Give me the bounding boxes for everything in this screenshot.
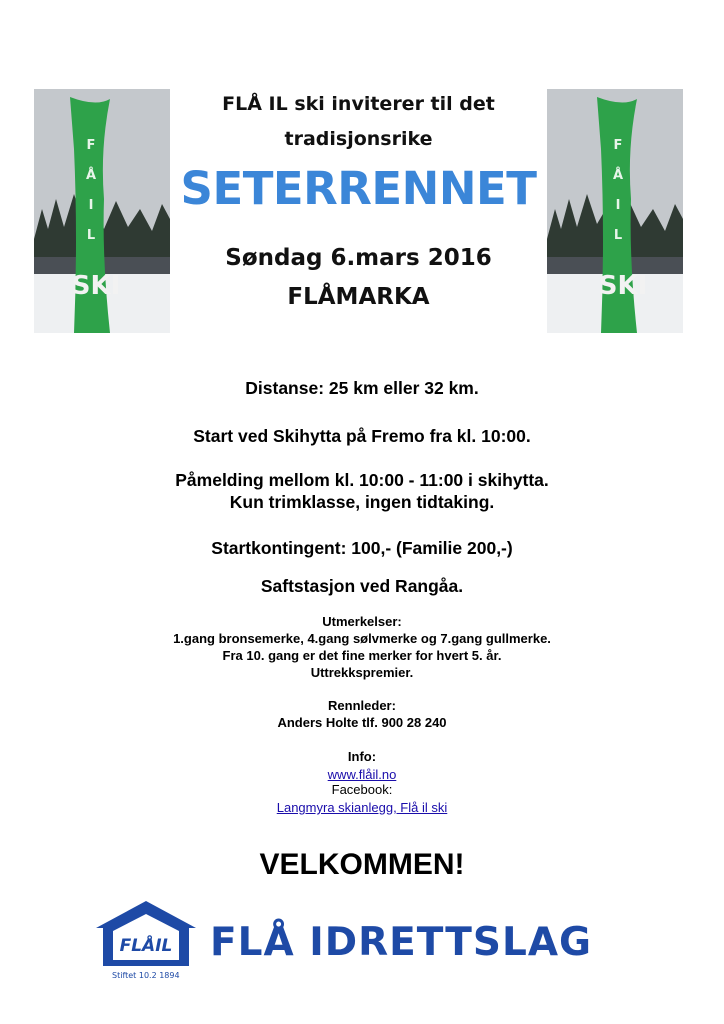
svg-text:I: I bbox=[88, 198, 94, 213]
club-logo bbox=[93, 898, 199, 975]
invite-line-2: tradisjonsrike bbox=[284, 128, 433, 150]
welcome-text: VELKOMMEN! bbox=[259, 848, 465, 881]
svg-text:F: F bbox=[613, 138, 623, 153]
club-name: FLÅ IDRETTSLAG bbox=[210, 920, 593, 965]
leader-name: Anders Holte tlf. 900 28 240 bbox=[277, 715, 447, 730]
leader-heading: Rennleder: bbox=[328, 698, 396, 713]
awards-heading: Utmerkelser: bbox=[322, 614, 402, 629]
facebook-link[interactable]: Langmyra skianlegg, Flå il ski bbox=[276, 800, 448, 815]
registration-text: Påmelding mellom kl. 10:00 - 11:00 i skihytta. bbox=[175, 470, 549, 490]
svg-text:SKI: SKI bbox=[71, 271, 121, 301]
svg-text:I: I bbox=[615, 198, 621, 213]
svg-text:SKI: SKI bbox=[598, 271, 648, 301]
class-text: Kun trimklasse, ingen tidtaking. bbox=[229, 492, 495, 512]
house-logo-icon bbox=[93, 898, 199, 970]
distance-text: Distanse: 25 km eller 32 km. bbox=[245, 378, 479, 398]
logo-text: FLÅIL bbox=[119, 936, 173, 956]
event-title: SETERRENNET bbox=[180, 162, 537, 215]
event-date: Søndag 6.mars 2016 bbox=[225, 245, 492, 271]
svg-text:L: L bbox=[613, 228, 623, 243]
left-flag-photo bbox=[34, 89, 170, 333]
awards-line-1: 1.gang bronsemerke, 4.gang sølvmerke og 7.gang gullmerke. bbox=[173, 631, 551, 646]
event-place: FLÅMARKA bbox=[287, 284, 430, 310]
right-flag-photo bbox=[547, 89, 683, 333]
start-text: Start ved Skihytta på Fremo fra kl. 10:00. bbox=[193, 426, 531, 446]
svg-text:Å: Å bbox=[85, 168, 97, 183]
facebook-label: Facebook: bbox=[331, 782, 393, 797]
website-link[interactable]: www.flåil.no bbox=[327, 767, 397, 782]
fee-text: Startkontingent: 100,- (Familie 200,-) bbox=[211, 538, 513, 558]
svg-text:F: F bbox=[86, 138, 96, 153]
invite-line-1: FLÅ IL ski inviterer til det bbox=[222, 93, 495, 115]
juice-station-text: Saftstasjon ved Rangåa. bbox=[260, 576, 464, 596]
ski-flag-photo-icon bbox=[34, 89, 170, 333]
info-heading: Info: bbox=[347, 749, 377, 764]
svg-text:Å: Å bbox=[612, 168, 624, 183]
awards-line-3: Uttrekkspremier. bbox=[310, 665, 414, 680]
founded-text: Stiftet 10.2 1894 bbox=[112, 971, 180, 980]
awards-line-2: Fra 10. gang er det fine merker for hvert 5. år. bbox=[222, 648, 502, 663]
ski-flag-photo-icon bbox=[547, 89, 683, 333]
facebook-row bbox=[0, 799, 724, 817]
svg-text:L: L bbox=[86, 228, 96, 243]
